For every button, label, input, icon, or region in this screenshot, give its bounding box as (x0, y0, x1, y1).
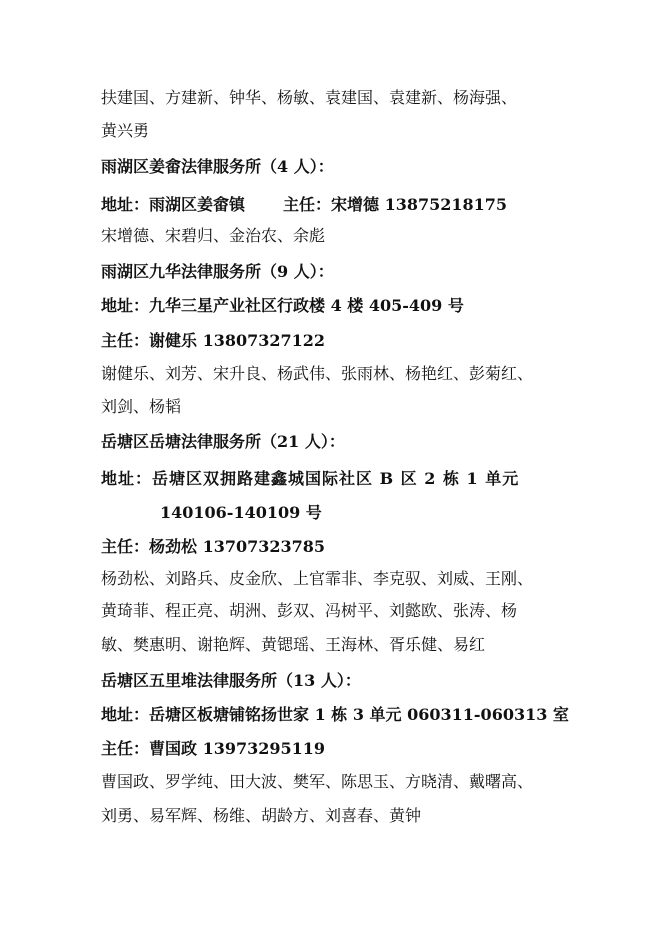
director-text: 主任：曹国政 13973295119 (101, 739, 326, 758)
members-line: 谢健乐、刘芳、宋升良、杨武伟、张雨林、杨艳红、彭菊红、 (101, 364, 534, 383)
members-line: 杨劲松、刘路兵、皮金欣、上官霏非、李克驭、刘威、王刚、 (101, 569, 534, 588)
members-line: 敏、樊惠明、谢艳辉、黄锶瑶、王海林、胥乐健、易红 (101, 635, 486, 654)
members-line: 刘剑、杨韬 (101, 397, 182, 416)
address-text: 地址：雨湖区姜畲镇 (101, 195, 246, 214)
director-text: 主任：宋增德 13875218175 (283, 195, 508, 214)
members-line: 刘勇、易军辉、杨维、胡龄方、刘喜春、黄钟 (101, 806, 422, 825)
members-line: 宋增德、宋碧归、金治农、余彪 (101, 226, 326, 245)
section-title: 雨湖区姜畲法律服务所（4 人）： (101, 157, 334, 176)
address-text: 地址：岳塘区双拥路建鑫城国际社区 B 区 2 栋 1 单元 (101, 469, 520, 488)
section-title: 岳塘区岳塘法律服务所（21 人）： (101, 432, 345, 451)
director-text: 主任：杨劲松 13707323785 (101, 537, 326, 556)
section-title: 岳塘区五里堆法律服务所（13 人）： (101, 671, 361, 690)
address-director-line (101, 195, 507, 215)
address-text: 140106-140109 号 (160, 503, 322, 522)
members-line: 曹国政、罗学纯、田大波、樊军、陈思玉、方晓清、戴曙高、 (101, 772, 534, 791)
address-text: 地址：九华三星产业社区行政楼 4 楼 405-409 号 (101, 296, 464, 315)
members-line: 扶建国、方建新、钟华、杨敏、袁建国、袁建新、杨海强、 (101, 88, 518, 107)
members-line: 黄兴勇 (101, 121, 150, 140)
members-line: 黄琦菲、程正亮、胡洲、彭双、冯树平、刘懿欧、张涛、杨 (101, 601, 518, 620)
address-text: 地址：岳塘区板塘铺铭扬世家 1 栋 3 单元 060311-060313 室 (101, 705, 569, 724)
section-title: 雨湖区九华法律服务所（9 人）： (101, 262, 334, 281)
director-text: 主任：谢健乐 13807327122 (101, 331, 326, 350)
